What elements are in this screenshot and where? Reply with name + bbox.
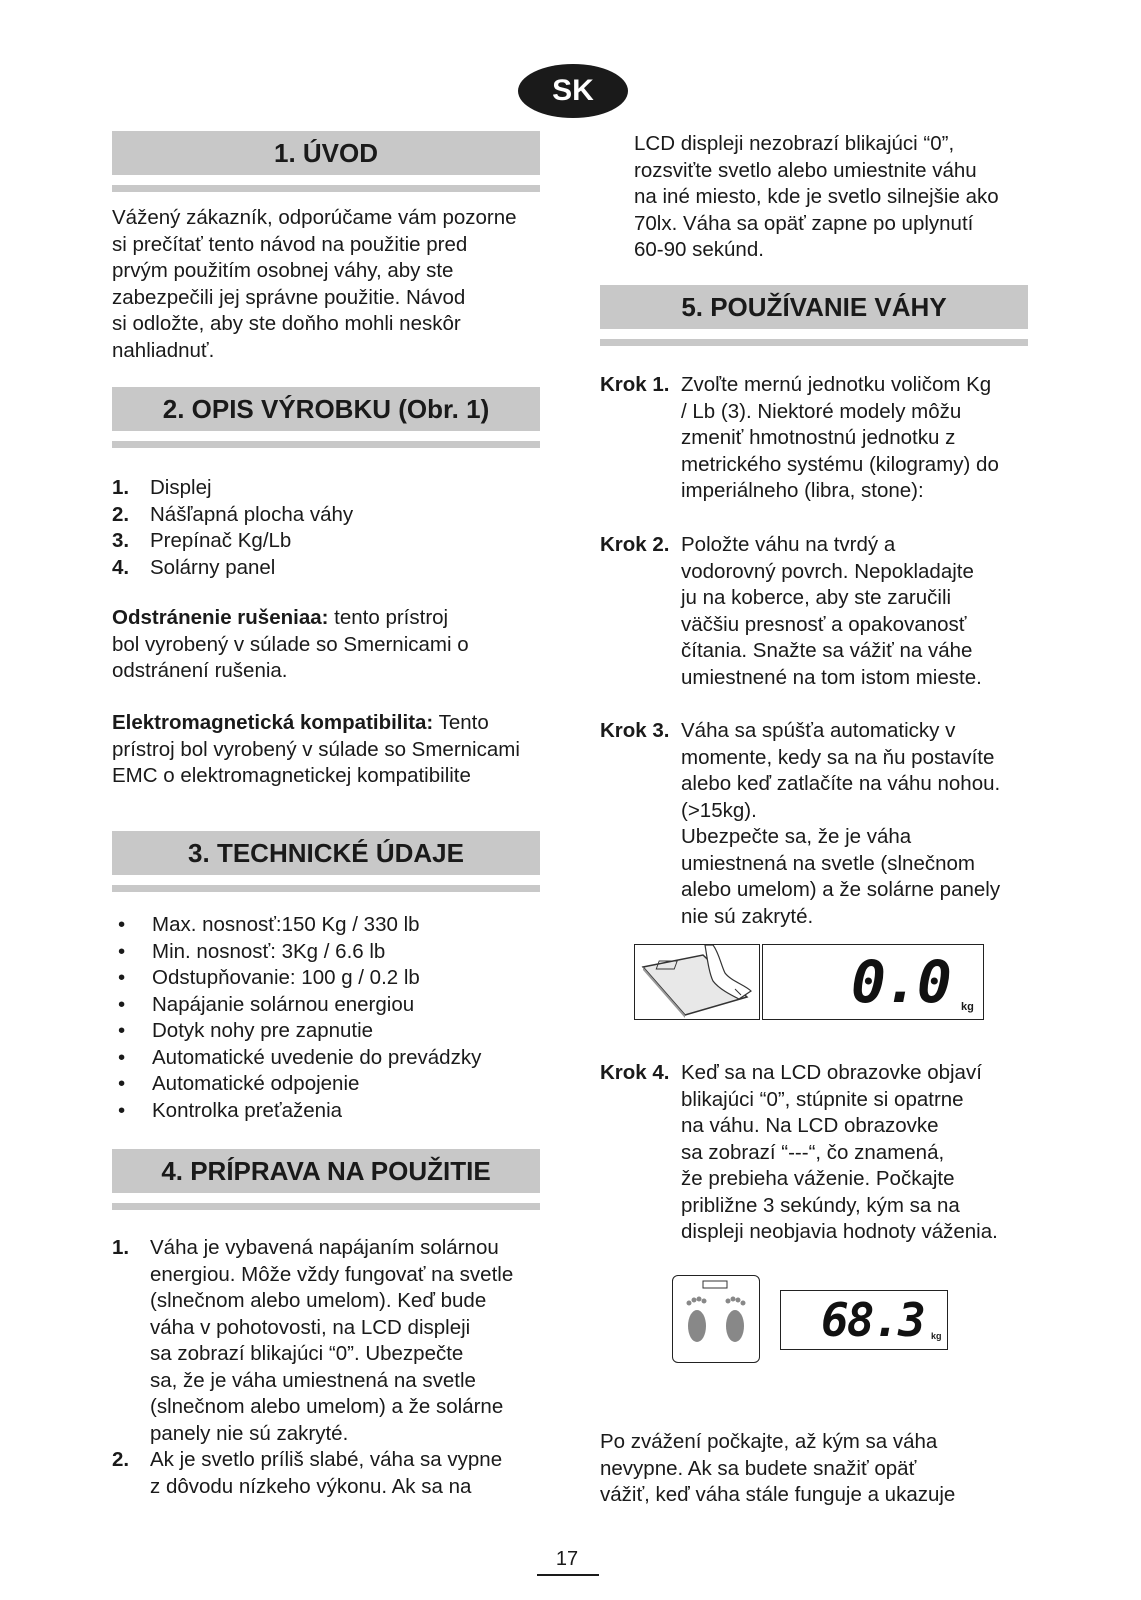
step-1: Krok 1. Zvoľte mernú jednotku voličom Kg / Lb (3). Niektoré modely môžu zmeniť hmotnostnú jednotku z metrického systému (kilogramy) do imperiálneho (libra, stone): <box>600 373 999 502</box>
list-item: 4. Solárny panel <box>112 555 276 579</box>
step-label: Krok 2. <box>600 533 670 556</box>
text-line: prístroj bol vyrobený v súlade so Smernicami <box>112 737 520 761</box>
language-badge: SK <box>518 64 628 118</box>
list-item: • Min. nosnosť: 3Kg / 6.6 lb <box>112 939 542 966</box>
scale-illustration-1 <box>634 944 760 1020</box>
preparation-list <box>112 1235 542 1500</box>
bullet-icon: • <box>118 939 126 963</box>
list-item: 2. Nášľapná plocha váhy <box>112 502 354 526</box>
bullet-icon: • <box>118 1098 126 1122</box>
bullet-icon: • <box>118 913 126 936</box>
scale-step-icon <box>635 945 759 1019</box>
section-4-heading: 4. PRÍPRAVA NA POUŽITIE <box>112 1149 540 1193</box>
list-item: 1. Displej <box>112 476 212 499</box>
lcd-unit: kg <box>931 1331 942 1341</box>
section-5-heading: 5. POUŽÍVANIE VÁHY <box>600 285 1028 329</box>
list-item: • Odstupňovanie: 100 g / 0.2 lb <box>112 965 542 992</box>
section-2-rule <box>112 441 540 448</box>
list-item: • Automatické odpojenie <box>112 1071 542 1098</box>
step-4: Krok 4. Keď sa na LCD obrazovke objaví blikajúci “0”, stúpnite si opatrne na váhu. Na LCD obrazovke sa zobrazí “---“, čo znamená, že prebieha váženie. Počkajte približne 3 sekúndy, kým sa na displeji neobjavia hodnoty váženia. <box>600 1061 998 1243</box>
list-item: • Napájanie solárnou energiou <box>112 992 542 1019</box>
text-line: si prečítať tento návod na použitie pred <box>112 232 468 256</box>
section-1-text <box>112 205 542 364</box>
footprints-icon <box>673 1276 759 1362</box>
list-item: • Max. nosnosť:150 Kg / 330 lb <box>112 912 542 939</box>
text-line: Vážený zákazník, odporúčame vám pozorne <box>112 206 517 229</box>
list-item: • Automatické uvedenie do prevádzky <box>112 1045 542 1072</box>
section-3-heading: 3. TECHNICKÉ ÚDAJE <box>112 831 540 875</box>
text-line: si odložte, aby ste doňho mohli neskôr <box>112 312 461 335</box>
list-item: • Kontrolka preťaženia <box>112 1098 542 1125</box>
step-3: Krok 3. Váha sa spúšťa automaticky v momente, kedy sa na ňu postavíte alebo keď zatlačíte na váhu nohou. (>15kg). Ubezpečte sa, že je váha umiestnená na svetle (slnečnom alebo umelom) a že solárne panely nie sú zakryté. <box>600 719 1001 928</box>
bullet-icon: • <box>118 966 126 989</box>
bullet-icon: • <box>118 1072 126 1095</box>
section-2-heading: 2. OPIS VÝROBKU (Obr. 1) <box>112 387 540 431</box>
section-3-rule <box>112 885 540 892</box>
text-line: prvým použitím osobnej váhy, aby ste <box>112 259 454 282</box>
section-1-rule <box>112 185 540 192</box>
interference-paragraph: Odstránenie rušeniaa: tento prístroj bol vyrobený v súlade so Smernicami o odstránení rušenia. <box>112 605 542 685</box>
list-item: 3. Prepínač Kg/Lb <box>112 529 292 552</box>
continuation-text: LCD displeji nezobrazí blikajúci “0”, rozsviťte svetlo alebo umiestnite váhu na iné miesto, kde je svetlo silnejšie ako 70lx. Váha sa opäť zapne po uplynutí 60-90 sekúnd. <box>634 132 999 261</box>
emc-label: Elektromagnetická kompatibilita: <box>112 711 434 734</box>
technical-data-list <box>112 912 542 1124</box>
page-number: 17 <box>555 1548 579 1570</box>
lcd-reading: 0.0 <box>851 948 950 1016</box>
text-line: bol vyrobený v súlade so Smernicami o <box>112 632 469 656</box>
text-line: zabezpečili jej správne použitie. Návod <box>112 285 466 309</box>
list-item: • Dotyk nohy pre zapnutie <box>112 1018 542 1045</box>
step-2: Krok 2. Položte váhu na tvrdý a vodorovný povrch. Nepokladajte ju na koberce, aby ste zaručili väčšiu presnosť a opakovanosť čítania. Snažte sa vážiť na váhe umiestnené na tom istom mieste. <box>600 533 982 689</box>
step-label: Krok 1. <box>600 373 670 396</box>
bullet-icon: • <box>118 1045 126 1069</box>
section-5-rule <box>600 339 1028 346</box>
interference-label: Odstránenie rušeniaa: <box>112 606 329 629</box>
emc-paragraph: Elektromagnetická kompatibilita: Tento prístroj bol vyrobený v súlade so Smernicami EMC o elektromagnetickej kompatibilite <box>112 710 542 790</box>
lcd-display-zero <box>762 944 984 1020</box>
step-label: Krok 4. <box>600 1061 670 1084</box>
page-number-underline <box>537 1574 599 1576</box>
lcd-reading: 68.3 <box>821 1293 924 1347</box>
section-4-rule <box>112 1203 540 1210</box>
list-item: 2. Ak je svetlo príliš slabé, váha sa vypne z dôvodu nízkeho výkonu. Ak sa na <box>112 1448 503 1498</box>
list-item: 1. Váha je vybavená napájaním solárnou energiou. Môže vždy fungovať na svetle (slnečnom alebo umelom). Keď bude váha v pohotovosti, na LCD displeji sa zobrazí blikajúci “0”. Ubezpečte sa, že je váha umiestnená na svetle (slnečnom alebo umelom) a že solárne panely nie sú zakryté. <box>112 1236 514 1445</box>
lcd-display-weight <box>780 1290 948 1350</box>
product-parts-list <box>112 475 542 581</box>
step-label: Krok 3. <box>600 719 670 742</box>
bullet-icon: • <box>118 992 126 1016</box>
text-line: odstránení rušenia. <box>112 659 288 682</box>
text-line: EMC o elektromagnetickej kompatibilite <box>112 764 471 787</box>
lcd-unit: kg <box>961 1001 974 1013</box>
text-line: nahliadnuť. <box>112 338 215 362</box>
bullet-icon: • <box>118 1019 126 1042</box>
scale-illustration-2 <box>672 1275 760 1363</box>
closing-text: Po zvážení počkajte, až kým sa váha nevypne. Ak sa budete snažiť opäť vážiť, keď váha stále funguje a ukazuje <box>600 1430 956 1506</box>
section-1-heading: 1. ÚVOD <box>112 131 540 175</box>
